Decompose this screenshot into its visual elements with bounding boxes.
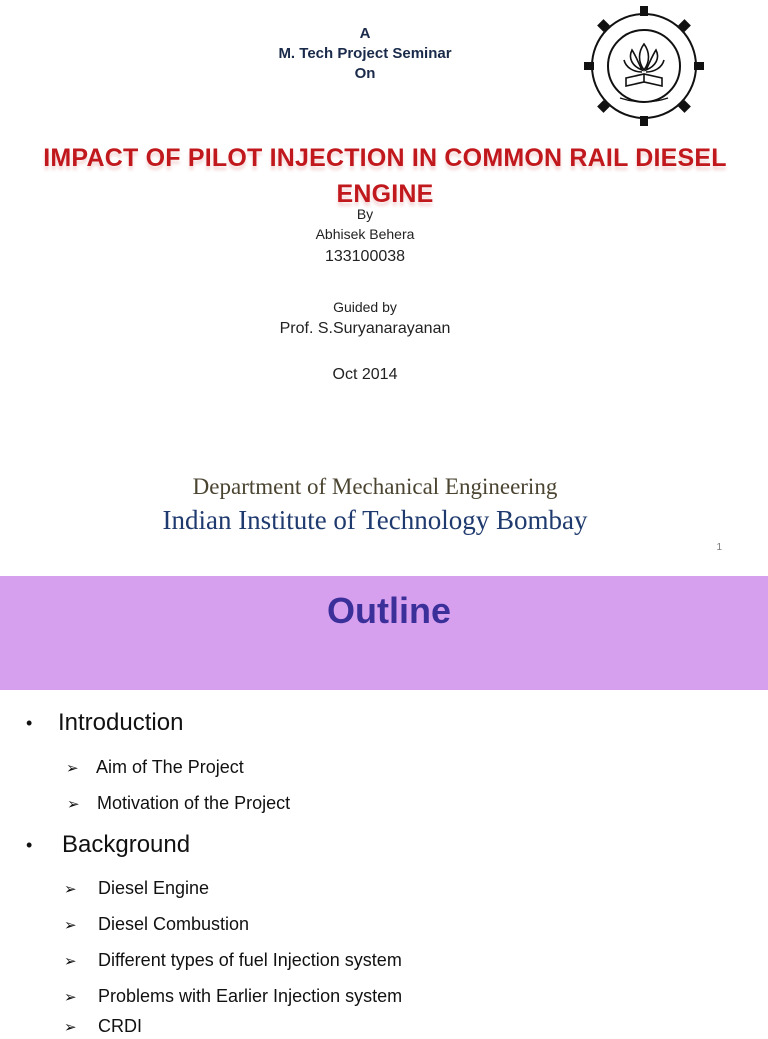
arrow-bullet-icon: ➢ <box>64 1019 77 1036</box>
title-line-1: IMPACT OF PILOT INJECTION IN COMMON RAIL DIESEL <box>43 144 727 172</box>
arrow-bullet-icon: ➢ <box>67 796 80 813</box>
arrow-bullet-icon: ➢ <box>66 760 79 777</box>
arrow-bullet-icon: ➢ <box>64 953 77 970</box>
arrow-bullet-icon: ➢ <box>64 989 77 1006</box>
section-label: Introduction <box>58 709 184 736</box>
item-label: Diesel Engine <box>98 878 210 898</box>
intro-on: On <box>354 65 376 82</box>
list-item <box>64 913 249 937</box>
list-item <box>67 792 290 816</box>
arrow-bullet-icon: ➢ <box>64 917 77 934</box>
page-number: 1 <box>716 542 722 553</box>
item-label: Different types of fuel Injection system <box>98 950 402 970</box>
list-item <box>66 756 244 780</box>
bullet-dot-icon: • <box>26 835 33 855</box>
item-label: CRDI <box>98 1016 142 1036</box>
list-item <box>64 985 402 1009</box>
author-name: Abhisek Behera <box>315 226 415 242</box>
list-item <box>64 949 402 973</box>
outline-title: Outline <box>327 590 451 631</box>
iit-bombay-emblem-icon <box>582 4 706 128</box>
guided-by-label: Guided by <box>333 299 397 315</box>
by-label: By <box>356 206 374 222</box>
item-label: Motivation of the Project <box>97 793 291 813</box>
department-name: Department of Mechanical Engineering <box>192 474 558 499</box>
title-line-2: ENGINE <box>336 180 434 208</box>
arrow-bullet-icon: ➢ <box>64 881 77 898</box>
bullet-dot-icon: • <box>26 713 33 733</box>
item-label: Aim of The Project <box>96 757 244 777</box>
intro-a: A <box>359 25 371 42</box>
item-label: Problems with Earlier Injection system <box>98 986 403 1006</box>
presentation-date: Oct 2014 <box>332 366 398 383</box>
institute-name: Indian Institute of Technology Bombay <box>162 505 588 535</box>
section-label: Background <box>62 831 191 858</box>
guide-name: Prof. S.Suryanarayanan <box>279 320 451 337</box>
intro-seminar: M. Tech Project Seminar <box>278 45 452 62</box>
roll-number: 133100038 <box>324 248 406 265</box>
presentation-title <box>20 140 750 212</box>
outline-banner <box>0 576 768 690</box>
list-item <box>64 1015 142 1039</box>
outline-slide <box>0 576 768 1036</box>
list-item <box>64 877 209 901</box>
item-label: Diesel Combustion <box>98 914 250 934</box>
